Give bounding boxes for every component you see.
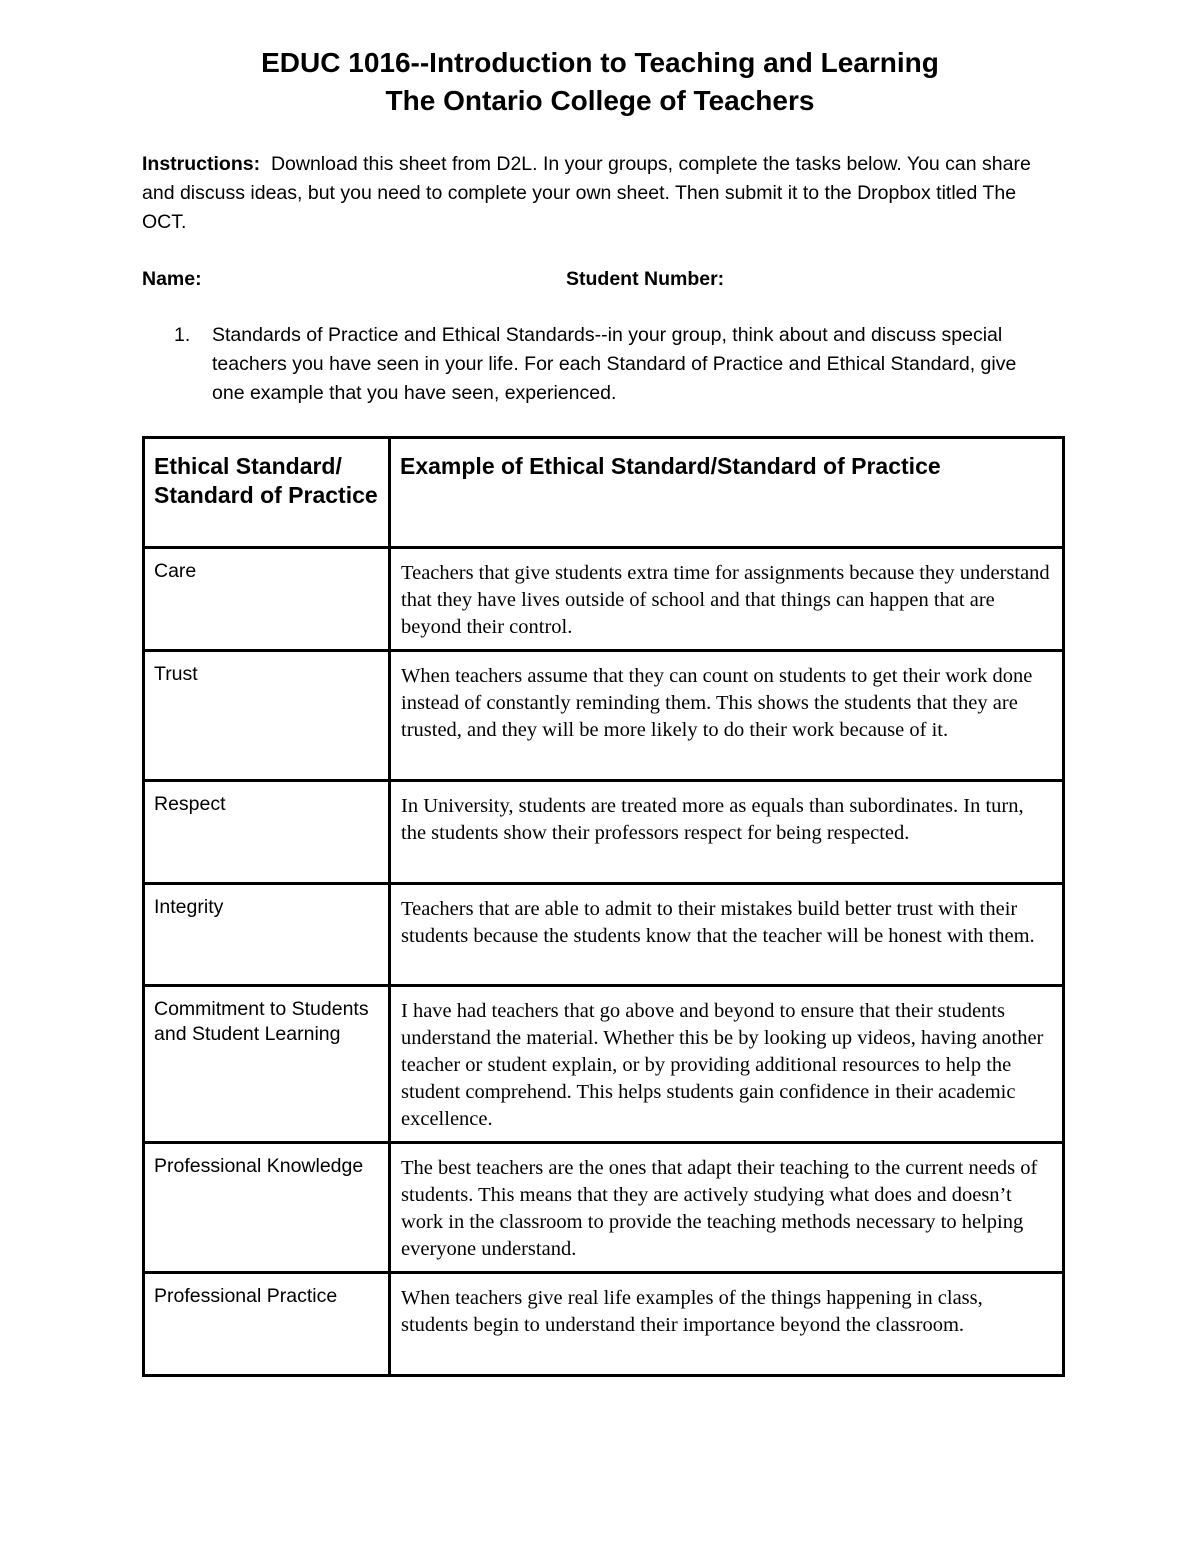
- column-header-standard: Ethical Standard/ Standard of Practice: [144, 438, 390, 548]
- task-number: 1.: [174, 324, 191, 346]
- instructions-text: Download this sheet from D2L. In your groups, complete the tasks below. You can share and discuss ideas, but you need to complete your own sheet. Then submit it to the Dropbox titled The OCT.: [142, 153, 1031, 233]
- standard-cell: Care: [144, 548, 390, 651]
- example-cell: Teachers that are able to admit to their mistakes build better trust with their students because the students know that the teacher will be honest with them.: [390, 884, 1064, 986]
- table-row: [144, 986, 1064, 1143]
- table-row: [144, 651, 1064, 781]
- course-title: EDUC 1016--Introduction to Teaching and Learning: [261, 47, 939, 78]
- standard-cell: Professional Practice: [144, 1273, 390, 1376]
- instructions-paragraph: [142, 150, 1062, 237]
- table-row: [144, 1273, 1064, 1376]
- example-cell: I have had teachers that go above and beyond to ensure that their students understand the material. Whether this be by looking up videos, having another teacher or student explain, or by providing additional resources to help the student comprehend. This helps students gain confidence in their academic excellence.: [390, 986, 1064, 1143]
- table-row: [144, 1143, 1064, 1273]
- table-row: [144, 884, 1064, 986]
- standard-cell: Professional Knowledge: [144, 1143, 390, 1273]
- example-cell: When teachers assume that they can count on students to get their work done instead of constantly reminding them. This shows the students that they are trusted, and they will be more likely to do their work because of it.: [390, 651, 1064, 781]
- standard-cell: Trust: [144, 651, 390, 781]
- example-cell: When teachers give real life examples of the things happening in class, students begin to understand their importance beyond the classroom.: [390, 1273, 1064, 1376]
- example-cell: The best teachers are the ones that adapt their teaching to the current needs of students. This means that they are actively studying what does and doesn’t work in the classroom to provide the teaching methods necessary to helping everyone understand.: [390, 1143, 1064, 1273]
- table-row: [144, 781, 1064, 884]
- standard-cell: Integrity: [144, 884, 390, 986]
- document-subtitle: The Ontario College of Teachers: [385, 85, 815, 116]
- standard-cell: Commitment to Students and Student Learning: [144, 986, 390, 1143]
- name-label: Name:: [142, 268, 202, 290]
- example-cell: In University, students are treated more as equals than subordinates. In turn, the students show their professors respect for being respected.: [390, 781, 1064, 884]
- table-header-row: [144, 438, 1064, 548]
- standards-table: [142, 436, 1065, 1377]
- standard-cell: Respect: [144, 781, 390, 884]
- student-number-label: Student Number:: [566, 268, 725, 290]
- instructions-label: Instructions:: [142, 153, 261, 175]
- column-header-example: Example of Ethical Standard/Standard of Practice: [390, 438, 1064, 548]
- task-text: Standards of Practice and Ethical Standards--in your group, think about and discuss special teachers you have seen in your life. For each Standard of Practice and Ethical Standard, give one example that you have seen, experienced.: [212, 324, 1017, 404]
- table-row: [144, 548, 1064, 651]
- example-cell: Teachers that give students extra time for assignments because they understand that they have lives outside of school and that things can happen that are beyond their control.: [390, 548, 1064, 651]
